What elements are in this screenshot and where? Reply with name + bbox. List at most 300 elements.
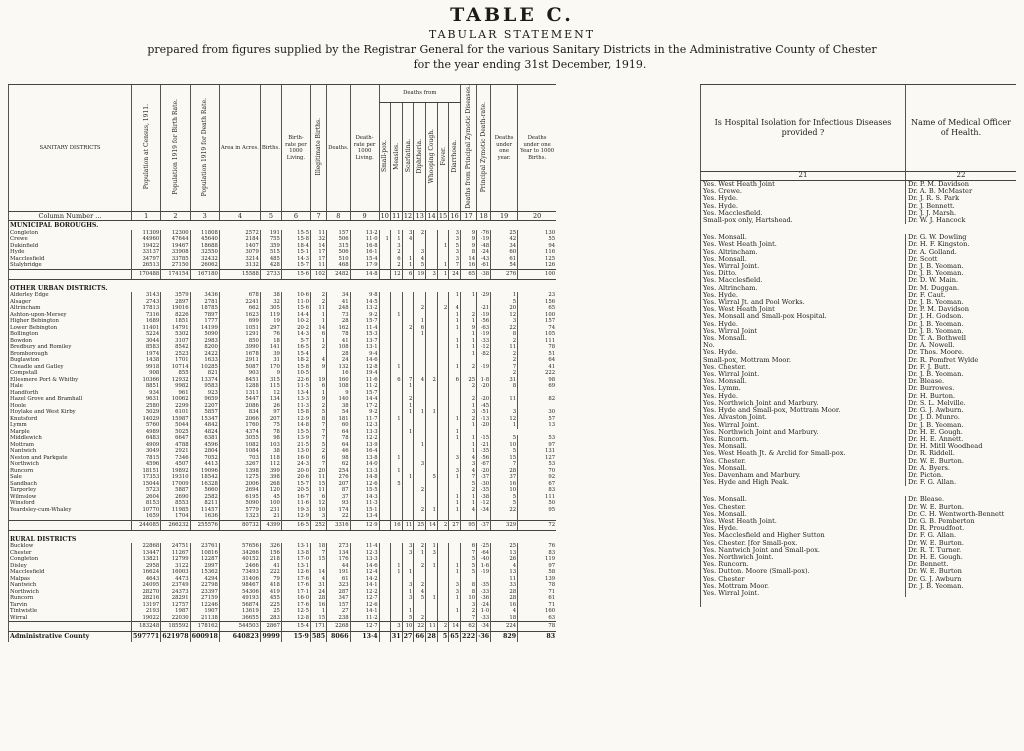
- cell-value: 13374: [190, 377, 219, 384]
- cell-value: 17·6: [281, 582, 310, 589]
- cell-value: ·35: [477, 487, 491, 494]
- cell-value: 100: [518, 312, 557, 319]
- cell-value: 3055: [219, 435, 260, 442]
- cell-value: 2: [437, 305, 448, 312]
- cell-value: 2466: [219, 563, 260, 570]
- cell-value: 24751: [161, 543, 190, 550]
- moh-entry: Dr. W. E. Burton.: [908, 538, 964, 547]
- cell-value: 2: [402, 396, 414, 403]
- cell-value: 10770: [132, 507, 161, 514]
- cell-value: 78: [327, 331, 350, 338]
- cell-value: 8542: [161, 344, 190, 351]
- moh-entry: Dr. W. E. Burton.: [908, 456, 964, 465]
- isolation-entry: Yes. West Heath Joint.: [703, 516, 777, 525]
- cell-value: 1: [390, 455, 402, 462]
- cell-value: 4596: [190, 442, 219, 449]
- cell-value: 3: [460, 602, 476, 609]
- cell-value: 13·1: [350, 344, 379, 351]
- district-name: Tarvin: [9, 602, 132, 609]
- cell-value: 11·5: [281, 383, 310, 390]
- district-name: Middlewich: [9, 435, 132, 442]
- cell-value: 8: [460, 249, 476, 256]
- cell-value: ·36: [477, 595, 491, 602]
- cell-value: 1: [414, 318, 426, 325]
- cell-value: 15·8: [281, 364, 310, 371]
- isolation-entry: Yes. Northwich Joint and Marbury.: [703, 427, 819, 436]
- cell-value: 755: [260, 236, 281, 243]
- cell-value: 15·9: [281, 632, 310, 643]
- cell-value: 2582: [190, 494, 219, 501]
- cell-value: 66: [414, 632, 426, 643]
- district-name: [9, 622, 132, 632]
- cell-value: 13619: [219, 608, 260, 615]
- cell-value: 1: [449, 500, 461, 507]
- cell-value: 7: [491, 461, 518, 468]
- cell-value: 2: [491, 370, 518, 377]
- cell-value: 119: [518, 556, 557, 563]
- cell-value: 13·9: [281, 435, 310, 442]
- cell-value: 1051: [219, 325, 260, 332]
- isolation-entry: Yes. Monsall.: [703, 509, 747, 518]
- cell-value: ·20: [477, 383, 491, 390]
- cell-value: 5044: [161, 422, 190, 429]
- cell-value: 18·2: [281, 357, 310, 364]
- cell-value: 6483: [132, 435, 161, 442]
- cell-value: 26062: [190, 262, 219, 269]
- cell-value: 19·4: [350, 370, 379, 377]
- district-name: Disley: [9, 563, 132, 570]
- total-row: [9, 622, 557, 632]
- cell-value: 1: [402, 589, 414, 596]
- isolation-entry: Yes. Wirral Jt. and Pool Works.: [703, 298, 805, 307]
- district-name: Tintwistle: [9, 608, 132, 615]
- side-section-row: [701, 234, 1017, 486]
- cell-value: 8: [460, 582, 476, 589]
- cell-value: 5447: [219, 396, 260, 403]
- cell-value: 9: [260, 370, 281, 377]
- cell-value: 19: [260, 318, 281, 325]
- cell-value: 7: [310, 435, 326, 442]
- cell-value: 3: [449, 236, 461, 243]
- cell-value: ·48: [477, 243, 491, 250]
- cell-value: 112: [260, 461, 281, 468]
- cell-value: 3: [460, 409, 476, 416]
- admin-county-row: [9, 632, 557, 643]
- cell-value: ·13: [477, 416, 491, 423]
- cell-value: 174154: [161, 269, 190, 279]
- cell-value: 7: [310, 550, 326, 557]
- col-scarlatina: Scarlatina.: [402, 103, 414, 212]
- cell-value: 3: [491, 318, 518, 325]
- cell-value: 2958: [132, 563, 161, 570]
- cell-value: 2: [460, 312, 476, 319]
- cell-value: 16: [491, 481, 518, 488]
- cell-value: 72: [518, 520, 557, 530]
- cell-value: 9·2: [350, 312, 379, 319]
- cell-value: 171: [310, 622, 326, 632]
- cell-value: 2: [460, 487, 476, 494]
- moh-entry: Dr. R. Riddell.: [908, 449, 955, 458]
- cell-value: 18: [310, 543, 326, 550]
- cell-value: 3: [414, 249, 426, 256]
- district-name: Congleton: [9, 230, 132, 237]
- cell-value: 515: [260, 249, 281, 256]
- cell-value: 13·3: [350, 468, 379, 475]
- cell-value: 93: [327, 500, 350, 507]
- cell-value: 8066: [327, 632, 350, 643]
- cell-value: 455: [260, 595, 281, 602]
- cell-value: 5: [449, 243, 461, 250]
- isolation-entry: Yes. Monsall.: [703, 233, 747, 242]
- cell-value: ·61: [477, 262, 491, 269]
- col-deathrate: Death-rate per 1000 Living.: [350, 85, 379, 212]
- cell-value: 1777: [190, 318, 219, 325]
- moh-entry: Dr. C. H. Wentworth-Bennett: [908, 509, 1005, 518]
- cell-value: 287: [327, 589, 350, 596]
- cell-value: 2: [414, 230, 426, 237]
- cell-value: 15·5: [281, 230, 310, 237]
- cell-value: 3107: [161, 338, 190, 345]
- cell-value: 22: [491, 507, 518, 514]
- cell-value: 621978: [161, 632, 190, 643]
- cell-value: 14·3: [281, 256, 310, 263]
- cell-value: 4788: [161, 442, 190, 449]
- cell-value: 33908: [161, 249, 190, 256]
- cell-value: 61: [327, 576, 350, 583]
- district-name: Tarporley: [9, 487, 132, 494]
- cell-value: 5779: [219, 507, 260, 514]
- moh-entry: Dr. W. E. Burton: [908, 567, 962, 576]
- district-name: Ellesmere Port & Whitby: [9, 377, 132, 384]
- cell-value: 2006: [219, 481, 260, 488]
- cell-value: 45640: [190, 236, 219, 243]
- cell-value: [491, 513, 518, 520]
- cell-value: 3267: [219, 461, 260, 468]
- cell-value: 17·6: [281, 576, 310, 583]
- cell-value: 3: [414, 461, 426, 468]
- cell-value: 78: [518, 582, 557, 589]
- cell-value: 1: [460, 331, 476, 338]
- cell-value: 1: [449, 318, 461, 325]
- cell-value: 15·8: [281, 236, 310, 243]
- moh-entry: Dr. A. B. McMaster: [908, 187, 973, 196]
- cell-value: 8851: [132, 383, 161, 390]
- cell-value: 41: [327, 338, 350, 345]
- cell-value: 255576: [190, 520, 219, 530]
- cell-value: 254: [327, 468, 350, 475]
- column-number: 11: [392, 211, 401, 220]
- cell-value: 1: [460, 500, 476, 507]
- cell-value: 17: [310, 249, 326, 256]
- cell-value: 1: [390, 236, 402, 243]
- cell-value: 1: [390, 468, 402, 475]
- cell-value: 24373: [161, 589, 190, 596]
- section-heading-row: [9, 221, 557, 230]
- cell-value: 111: [518, 338, 557, 345]
- cell-value: 8: [460, 589, 476, 596]
- cell-value: 5760: [132, 422, 161, 429]
- cell-value: 17·9: [350, 262, 379, 269]
- cell-value: 9583: [190, 383, 219, 390]
- cell-value: 923: [190, 390, 219, 397]
- cell-value: 14·8: [350, 474, 379, 481]
- cell-value: ·34: [477, 622, 491, 632]
- cell-value: ·24: [477, 602, 491, 609]
- district-name: Runcorn: [9, 468, 132, 475]
- isolation-entry: Yes. West Heath Joint: [703, 180, 775, 188]
- cell-value: 16328: [190, 481, 219, 488]
- cell-value: 22798: [190, 582, 219, 589]
- cell-value: 33785: [161, 256, 190, 263]
- cell-value: 2: [414, 563, 426, 570]
- cell-value: 25: [460, 377, 476, 384]
- cell-value: 15: [310, 481, 326, 488]
- district-name: Nantwich: [9, 582, 132, 589]
- moh-entry: Dr. J. J. Marsh.: [908, 208, 957, 217]
- cell-value: 4: [449, 305, 461, 312]
- cell-value: 2: [414, 582, 426, 589]
- isolation-entry: Yes. Monsall.: [703, 334, 747, 343]
- cell-value: 19: [310, 377, 326, 384]
- cell-value: 3044: [132, 338, 161, 345]
- cell-value: 14·4: [281, 312, 310, 319]
- cell-value: 73: [327, 312, 350, 319]
- col-measles: Measles.: [390, 103, 402, 212]
- cell-value: 13821: [132, 556, 161, 563]
- isolation-entry: Yes. Macclesfield and Higher Sutton: [703, 531, 825, 540]
- cell-value: 1: [437, 262, 448, 269]
- cell-value: 22: [414, 622, 426, 632]
- cell-value: 160: [518, 608, 557, 615]
- cell-value: ·20: [477, 422, 491, 429]
- district-name: Winsford: [9, 500, 132, 507]
- isolation-entry: Yes. Monsall.: [703, 254, 747, 263]
- isolation-entry: Yes. Hyde and Small-pox, Mottram Moor.: [703, 406, 841, 415]
- cell-value: 7316: [132, 312, 161, 319]
- cell-value: 2804: [190, 448, 219, 455]
- cell-value: 1438: [132, 357, 161, 364]
- cell-value: 2: [437, 520, 448, 530]
- cell-value: 1: [310, 318, 326, 325]
- spacer: [701, 486, 1017, 496]
- cell-value: 13·1: [281, 563, 310, 570]
- cell-value: 9: [460, 325, 476, 332]
- cell-value: 597771: [132, 632, 161, 643]
- cell-value: 36655: [219, 615, 260, 622]
- cell-value: 12·3: [350, 550, 379, 557]
- cell-value: 11: [310, 487, 326, 494]
- isolation-list: [701, 496, 906, 597]
- cell-value: 26: [491, 556, 518, 563]
- cell-value: 3: [402, 543, 414, 550]
- cell-value: 398: [260, 474, 281, 481]
- district-name: Lower Bebington: [9, 325, 132, 332]
- cell-value: 15·4: [350, 256, 379, 263]
- cell-value: 1: [460, 351, 476, 358]
- cell-value: 544503: [219, 622, 260, 632]
- isolation-entry: Yes. Hyde.: [703, 290, 738, 299]
- cell-value: 2: [460, 416, 476, 423]
- column-number: 16: [450, 211, 459, 220]
- cell-value: 6: [460, 543, 476, 550]
- cell-value: 12·8: [281, 615, 310, 622]
- cell-value: 13·1: [281, 543, 310, 550]
- isolation-entry: Yes. Macclesfield.: [703, 208, 763, 217]
- moh-entry: Dr. G. B. Pemberton: [908, 516, 975, 525]
- section-heading-row: [9, 284, 557, 293]
- cell-value: 11·6: [350, 377, 379, 384]
- cell-value: [449, 513, 461, 520]
- cell-value: 28: [426, 632, 438, 643]
- cell-value: 12: [310, 500, 326, 507]
- cell-value: 5224: [132, 331, 161, 338]
- moh-entry: Dr. R. Pomfret Wylde: [908, 355, 979, 364]
- cell-value: [379, 520, 390, 530]
- moh-entry: Dr. Picton.: [908, 470, 944, 479]
- cell-value: 160: [327, 377, 350, 384]
- section-heading: OTHER URBAN DISTRICTS.: [9, 284, 557, 293]
- cell-value: 7897: [190, 312, 219, 319]
- cell-value: 4: [460, 455, 476, 462]
- cell-value: 24: [310, 589, 326, 596]
- cell-value: 268: [260, 481, 281, 488]
- cell-value: 183248: [132, 622, 161, 632]
- cell-value: 65: [449, 632, 461, 643]
- cell-value: 1: [414, 442, 426, 449]
- cell-value: 69: [518, 383, 557, 390]
- cell-value: 134: [260, 396, 281, 403]
- cell-value: 10714: [161, 364, 190, 371]
- column-number: 12: [403, 211, 413, 220]
- cell-value: 10: [310, 507, 326, 514]
- cell-value: 12·6: [281, 569, 310, 576]
- col-illegitimate: Illegitimate Births.: [310, 85, 326, 212]
- cell-value: 83: [518, 487, 557, 494]
- cell-value: 3: [402, 595, 414, 602]
- cell-value: 1: [426, 563, 438, 570]
- cell-value: 1082: [219, 442, 260, 449]
- cell-value: 14791: [161, 325, 190, 332]
- cell-value: 419: [260, 589, 281, 596]
- cell-value: 14·8: [281, 422, 310, 429]
- cell-value: 63: [518, 615, 557, 622]
- cell-value: 5090: [219, 500, 260, 507]
- cell-value: 5: [390, 481, 402, 488]
- cell-value: 8211: [190, 500, 219, 507]
- cell-value: [379, 262, 390, 269]
- cell-value: 8200: [190, 344, 219, 351]
- cell-value: 1407: [219, 243, 260, 250]
- district-name: Hoole: [9, 403, 132, 410]
- cell-value: 6: [390, 256, 402, 263]
- cell-value: 6381: [190, 435, 219, 442]
- cell-value: 4989: [132, 429, 161, 436]
- cell-value: 5: [310, 442, 326, 449]
- cell-value: ·34: [477, 507, 491, 514]
- district-name: Marple: [9, 429, 132, 436]
- cell-value: 1: [414, 331, 426, 338]
- cell-value: 2: [414, 487, 426, 494]
- cell-value: 25: [491, 543, 518, 550]
- cell-value: 31: [310, 582, 326, 589]
- cell-value: [518, 513, 557, 520]
- district-name: Bromborough: [9, 351, 132, 358]
- cell-value: 13: [518, 422, 557, 429]
- cell-value: 54306: [219, 589, 260, 596]
- cell-value: 8153: [132, 500, 161, 507]
- col-pop1919b: Population 1919 for Birth Rate.: [161, 85, 190, 212]
- cell-value: 2: [460, 396, 476, 403]
- column-number: 5: [260, 212, 281, 221]
- cell-value: 19310: [161, 474, 190, 481]
- cell-value: 1907: [190, 608, 219, 615]
- cell-value: 32550: [190, 249, 219, 256]
- cell-value: 2: [460, 383, 476, 390]
- district-name: Alderley Edge: [9, 292, 132, 299]
- column-number: 18: [477, 212, 491, 221]
- cell-value: ·43: [477, 256, 491, 263]
- column-number: 21: [701, 172, 906, 181]
- cell-value: 4: [460, 468, 476, 475]
- cell-value: 156: [518, 299, 557, 306]
- cell-value: 13·2: [350, 230, 379, 237]
- cell-value: 15·1: [350, 507, 379, 514]
- isolation-entry: Small-pox, Mottram Moor.: [703, 355, 791, 364]
- cell-value: 1: [402, 383, 414, 390]
- cell-value: 15987: [161, 416, 190, 423]
- cell-value: 1: [460, 292, 476, 299]
- cell-value: 4507: [161, 461, 190, 468]
- cell-value: 1398: [219, 468, 260, 475]
- cell-value: 903: [219, 370, 260, 377]
- cell-value: ·24: [477, 249, 491, 256]
- cell-value: 1678: [219, 351, 260, 358]
- cell-value: 283: [260, 615, 281, 622]
- cell-value: 10: [402, 622, 414, 632]
- cell-value: 11: [491, 396, 518, 403]
- cell-value: 38: [327, 403, 350, 410]
- cell-value: 60: [327, 422, 350, 429]
- cell-value: 78: [518, 622, 557, 632]
- cell-value: 1: [426, 409, 438, 416]
- cell-value: ·33: [477, 615, 491, 622]
- cell-value: ·37: [477, 520, 491, 530]
- cell-value: 222: [518, 370, 557, 377]
- moh-entry: Dr. T. A. Bothwell: [908, 334, 966, 343]
- cell-value: 181: [327, 416, 350, 423]
- cell-value: 14: [460, 256, 476, 263]
- cell-value: 5: [460, 481, 476, 488]
- cell-value: 222: [460, 632, 476, 643]
- district-name: [9, 269, 132, 279]
- cell-value: 347: [327, 595, 350, 602]
- cell-value: 28: [327, 318, 350, 325]
- cell-value: 7: [491, 364, 518, 371]
- cell-value: 20: [491, 305, 518, 312]
- cell-value: 821: [190, 370, 219, 377]
- cell-value: 11·3: [281, 403, 310, 410]
- cell-value: 58: [518, 569, 557, 576]
- cell-value: ·37: [477, 474, 491, 481]
- moh-list: [906, 496, 1017, 597]
- cell-value: 26: [260, 403, 281, 410]
- cell-value: 3: [402, 582, 414, 589]
- cell-value: 4: [460, 507, 476, 514]
- cell-value: 1288: [219, 383, 260, 390]
- cell-value: 14: [310, 569, 326, 576]
- cell-value: 908: [132, 370, 161, 377]
- cell-value: 92: [518, 474, 557, 481]
